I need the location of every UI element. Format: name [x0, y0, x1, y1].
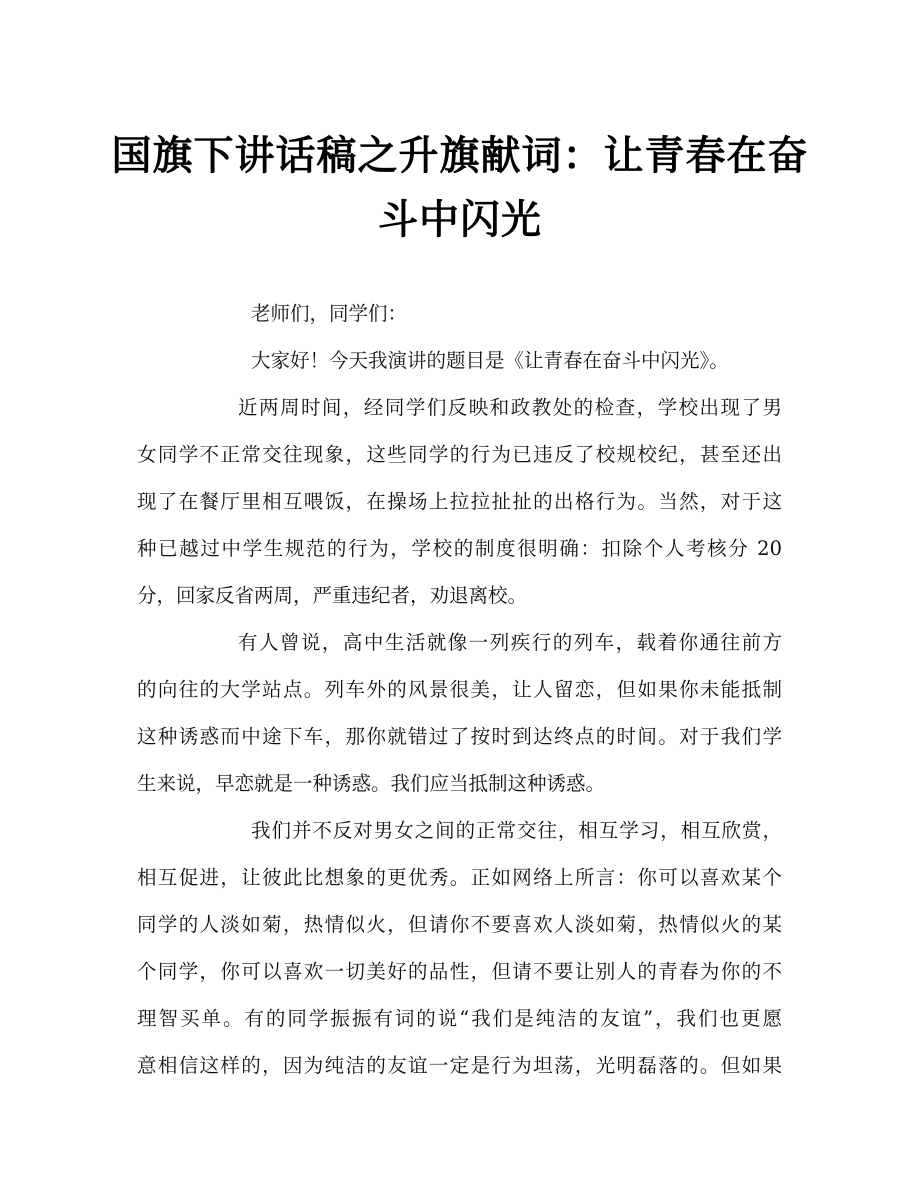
paragraph-1-line-1: 近两周时间，经同学们反映和政教处的检查，学校出现了男	[238, 396, 782, 419]
document-title-line-2: 斗中闪光	[378, 197, 542, 243]
paragraph-1-line-2: 女同学不正常交往现象，这些同学的行为已违反了校规校纪，甚至还出	[137, 443, 782, 466]
paragraph-1-line-4: 种已越过中学生规范的行为，学校的制度很明确：扣除个人考核分 20	[137, 537, 782, 560]
paragraph-2-line-3: 这种诱惑而中途下车，那你就错过了按时到达终点的时间。对于我们学	[137, 725, 782, 748]
paragraph-1-line-3: 现了在餐厅里相互喂饭，在操场上拉拉扯扯的出格行为。当然，对于这	[137, 490, 782, 513]
salutation: 老师们，同学们：	[251, 302, 408, 325]
greeting: 大家好！今天我演讲的题目是《让青春在奋斗中闪光》。	[251, 349, 729, 372]
paragraph-3-line-1: 我们并不反对男女之间的正常交往，相互学习，相互欣赏，	[251, 819, 782, 842]
paragraph-1-line-5: 分，回家反省两周，严重违纪者，劝退离校。	[137, 584, 528, 607]
paragraph-2-line-1: 有人曾说，高中生活就像一列疾行的列车，载着你通往前方	[238, 631, 782, 654]
paragraph-3-line-4: 个同学，你可以喜欢一切美好的品性，但请不要让别人的青春为你的不	[137, 960, 782, 983]
paragraph-2-line-4: 生来说，早恋就是一种诱惑。我们应当抵制这种诱惑。	[137, 772, 606, 795]
paragraph-3-line-5: 理智买单。有的同学振振有词的说“我们是纯洁的友谊”，我们也更愿	[137, 1007, 782, 1030]
paragraph-3-line-3: 同学的人淡如菊，热情似火，但请你不要喜欢人淡如菊，热情似火的某	[137, 913, 782, 936]
paragraph-3-line-2: 相互促进，让彼此比想象的更优秀。正如网络上所言：你可以喜欢某个	[137, 866, 782, 889]
document-title-line-1: 国旗下讲话稿之升旗献词：让青春在奋	[111, 133, 809, 179]
paragraph-3-line-6: 意相信这样的，因为纯洁的友谊一定是行为坦荡，光明磊落的。但如果	[137, 1054, 782, 1077]
paragraph-2-line-2: 的向往的大学站点。列车外的风景很美，让人留恋，但如果你未能抵制	[137, 678, 782, 701]
